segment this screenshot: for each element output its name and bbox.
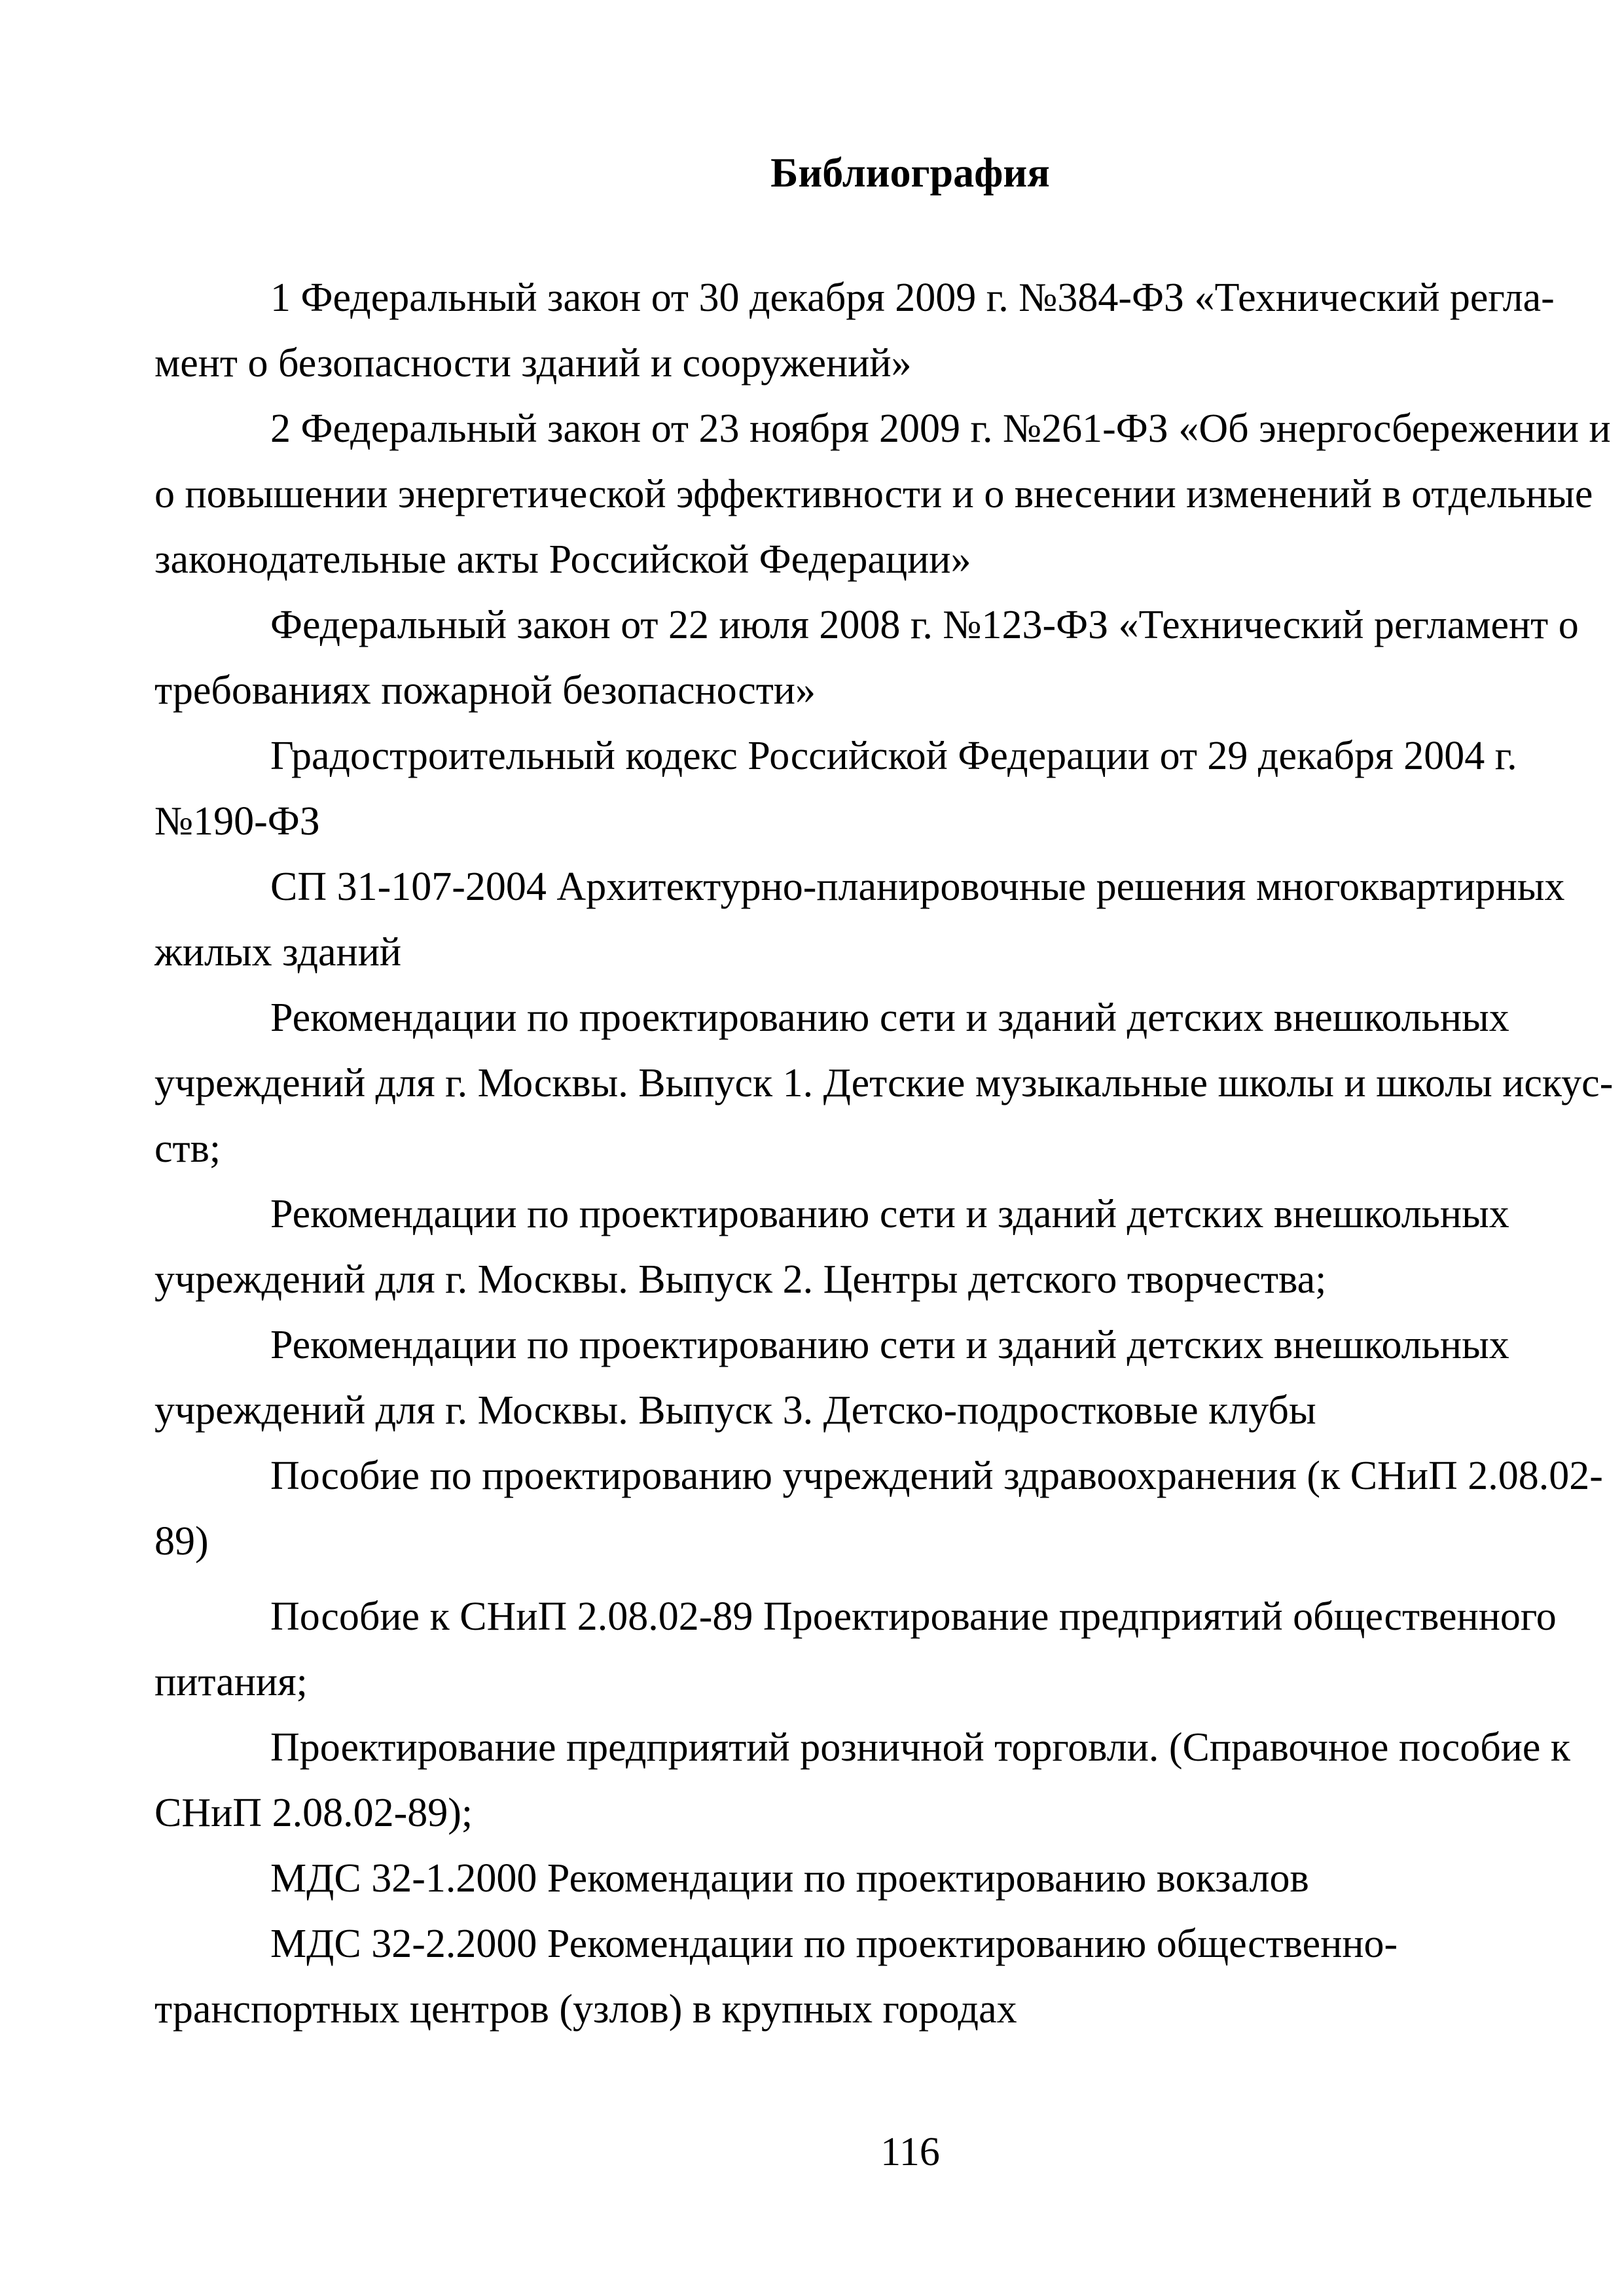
entry-line: 2 Федеральный закон от 23 ноября 2009 г. №261-ФЗ «Об энергосбережении и: [270, 406, 1611, 451]
entry-line: учреждений для г. Москвы. Выпуск 3. Детско-подростковые клубы: [154, 1388, 1316, 1433]
entry-line: Градостроительный кодекс Российской Федерации от 29 декабря 2004 г.: [270, 734, 1517, 778]
entry-line: законодательные акты Российской Федерации»: [154, 537, 971, 582]
entry-line: о повышении энергетической эффективности и о внесении изменений в отдельные: [154, 472, 1593, 516]
entry-line: жилых зданий: [154, 930, 402, 975]
entry-line: Рекомендации по проектированию сети и зданий детских внешкольных: [270, 1192, 1509, 1236]
page-number: 116: [880, 2130, 940, 2174]
page-title: Библиография: [770, 149, 1050, 196]
entry-line: Пособие по проектированию учреждений здравоохранения (к СНиП 2.08.02-: [270, 1454, 1603, 1498]
entry-line: требованиях пожарной безопасности»: [154, 668, 816, 713]
entry-line: питания;: [154, 1660, 308, 1704]
entry-line: Пособие к СНиП 2.08.02-89 Проектирование предприятий общественного: [270, 1594, 1557, 1639]
entry-line: Рекомендации по проектированию сети и зданий детских внешкольных: [270, 1323, 1509, 1367]
entry-line: Федеральный закон от 22 июля 2008 г. №123-ФЗ «Технический регламент о: [270, 603, 1579, 647]
entry-line: транспортных центров (узлов) в крупных городах: [154, 1987, 1017, 2032]
entry-line: учреждений для г. Москвы. Выпуск 1. Детские музыкальные школы и школы искус-: [154, 1061, 1614, 1105]
entry-line: Рекомендации по проектированию сети и зданий детских внешкольных: [270, 996, 1509, 1040]
entry-line: СП 31-107-2004 Архитектурно-планировочные решения многоквартирных: [270, 865, 1565, 909]
entry-line: МДС 32-1.2000 Рекомендации по проектированию вокзалов: [270, 1856, 1309, 1901]
entry-line: мент о безопасности зданий и сооружений»: [154, 341, 912, 386]
entry-line: учреждений для г. Москвы. Выпуск 2. Центры детского творчества;: [154, 1257, 1327, 1302]
entry-line: №190-ФЗ: [154, 799, 320, 844]
entry-line: Проектирование предприятий розничной торговли. (Справочное пособие к: [270, 1725, 1571, 1770]
entry-line: МДС 32-2.2000 Рекомендации по проектированию общественно-: [270, 1922, 1398, 1966]
entry-line: 1 Федеральный закон от 30 декабря 2009 г. №384-ФЗ «Технический регла-: [270, 276, 1555, 320]
entry-line: ств;: [154, 1126, 221, 1171]
entry-line: СНиП 2.08.02-89);: [154, 1791, 473, 1835]
entry-line: 89): [154, 1519, 209, 1564]
